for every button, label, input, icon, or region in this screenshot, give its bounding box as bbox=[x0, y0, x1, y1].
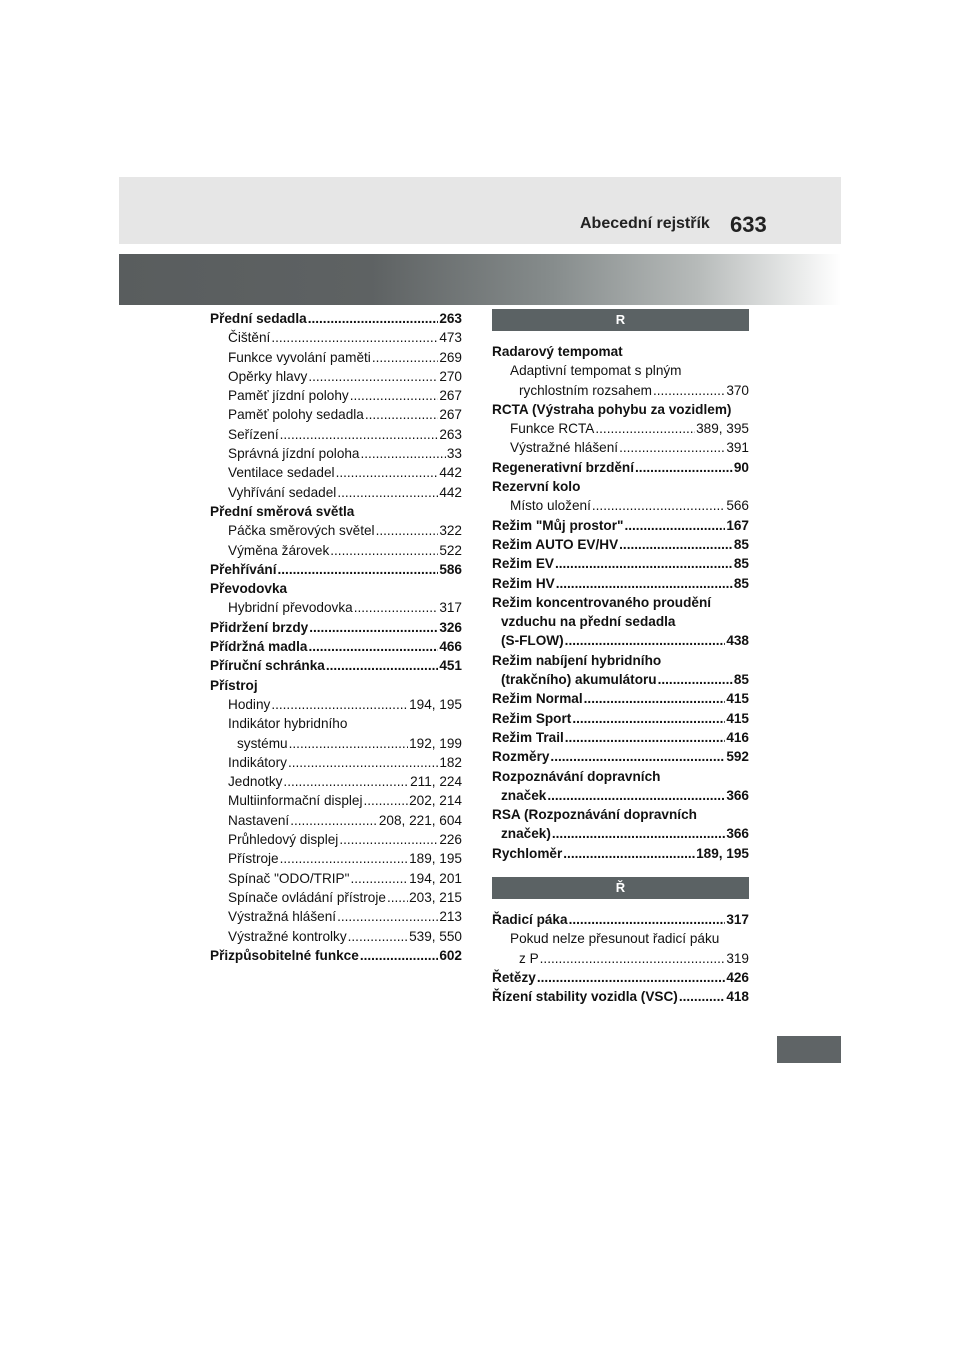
index-term: Přední sedadla bbox=[210, 311, 307, 326]
leader-dots bbox=[563, 844, 695, 863]
page-reference: 391 bbox=[726, 440, 749, 456]
index-term: Řízení stability vozidla (VSC) bbox=[492, 989, 678, 1005]
index-term: RSA (Rozpoznávání dopravních bbox=[492, 807, 697, 823]
index-entry bbox=[210, 888, 462, 907]
leader-dots bbox=[283, 772, 409, 791]
index-entry bbox=[492, 689, 749, 708]
index-term: Opěrky hlavy bbox=[228, 368, 308, 384]
index-entry bbox=[492, 438, 749, 457]
index-term: Nastavení bbox=[228, 812, 290, 828]
leader-dots bbox=[350, 386, 439, 405]
index-entry bbox=[492, 805, 749, 824]
index-entry bbox=[492, 670, 749, 689]
index-term: vzduchu na přední sedadla bbox=[501, 614, 676, 630]
index-term: Režim "Můj prostor" bbox=[492, 517, 624, 533]
index-entry bbox=[210, 734, 462, 753]
page-reference: 322 bbox=[439, 523, 462, 539]
index-term: Místo uložení bbox=[510, 498, 591, 514]
leader-dots bbox=[271, 695, 408, 714]
leader-dots bbox=[635, 458, 733, 477]
page-reference: 85 bbox=[733, 672, 749, 688]
index-term: Režim HV bbox=[492, 575, 555, 591]
page-reference: 442 bbox=[439, 484, 462, 500]
index-column-left bbox=[210, 309, 462, 965]
page-reference: 602 bbox=[439, 947, 462, 963]
section-rr-list bbox=[492, 910, 749, 1006]
leader-dots bbox=[619, 535, 733, 554]
index-term: Výstražná hlášení bbox=[228, 909, 337, 925]
page-reference: 189, 195 bbox=[409, 851, 462, 867]
page-reference: 226 bbox=[439, 832, 462, 848]
index-term: Indikátory bbox=[228, 754, 287, 770]
index-column-right bbox=[492, 309, 749, 1007]
index-entry bbox=[492, 419, 749, 438]
page-reference: 438 bbox=[726, 633, 749, 649]
index-term: Jednotky bbox=[228, 774, 283, 790]
index-term: Řadicí páka bbox=[492, 912, 568, 928]
index-term: systému bbox=[237, 735, 288, 751]
index-entry bbox=[210, 811, 462, 830]
index-entry bbox=[210, 483, 462, 502]
leader-dots bbox=[653, 381, 725, 400]
index-entry bbox=[492, 709, 749, 728]
index-term: Pokud nelze přesunout řadicí páku bbox=[510, 931, 720, 947]
index-term: Funkce vyvolání paměti bbox=[228, 349, 371, 365]
leader-dots bbox=[624, 516, 725, 535]
index-entry bbox=[492, 824, 749, 843]
leader-dots bbox=[658, 670, 733, 689]
page-reference: 90 bbox=[733, 459, 749, 475]
leader-dots bbox=[326, 656, 438, 675]
index-entry bbox=[492, 747, 749, 766]
index-entry bbox=[492, 786, 749, 805]
page-reference: 389, 395 bbox=[696, 421, 749, 437]
index-term: Přehřívání bbox=[210, 561, 277, 577]
page-reference: 592 bbox=[726, 749, 749, 765]
index-entry bbox=[492, 342, 749, 361]
leader-dots bbox=[280, 425, 439, 444]
index-entry bbox=[210, 348, 462, 367]
leader-dots bbox=[336, 463, 439, 482]
page-reference: 208, 221, 604 bbox=[378, 812, 462, 828]
index-term: Hybridní převodovka bbox=[228, 600, 353, 616]
leader-dots bbox=[679, 987, 726, 1006]
leader-dots bbox=[348, 927, 408, 946]
index-entry bbox=[210, 521, 462, 540]
index-entry bbox=[492, 728, 749, 747]
leader-dots bbox=[550, 747, 725, 766]
index-term: Režim Sport bbox=[492, 710, 572, 726]
index-entry bbox=[210, 753, 462, 772]
page-reference: 317 bbox=[439, 600, 462, 616]
index-entry bbox=[210, 560, 462, 579]
index-entry bbox=[492, 535, 749, 554]
index-term: Režim nabíjení hybridního bbox=[492, 652, 662, 668]
leader-dots bbox=[556, 574, 733, 593]
index-entry bbox=[210, 830, 462, 849]
index-entry bbox=[210, 444, 462, 463]
page-reference: 326 bbox=[439, 619, 462, 635]
chapter-tab bbox=[777, 1036, 841, 1063]
index-term: z P bbox=[519, 950, 539, 966]
index-entry bbox=[492, 477, 749, 496]
index-entry bbox=[210, 869, 462, 888]
index-term: (trakčního) akumulátoru bbox=[501, 672, 657, 688]
index-entry bbox=[210, 907, 462, 926]
index-term: Výstražné kontrolky bbox=[228, 928, 347, 944]
leader-dots bbox=[595, 419, 695, 438]
leader-dots bbox=[592, 496, 725, 515]
page-reference: 263 bbox=[439, 311, 462, 326]
leader-dots bbox=[354, 598, 439, 617]
page-reference: 366 bbox=[726, 787, 749, 803]
section-r-list bbox=[492, 342, 749, 863]
leader-dots bbox=[280, 849, 408, 868]
page-reference: 426 bbox=[726, 969, 749, 985]
index-term: Režim koncentrovaného proudění bbox=[492, 594, 712, 610]
page-reference: 213 bbox=[439, 909, 462, 925]
index-term: Rychloměr bbox=[492, 845, 563, 861]
page-title: Abecední rejstřík bbox=[580, 215, 710, 232]
index-term: Funkce RCTA bbox=[510, 421, 595, 437]
index-entry bbox=[492, 381, 749, 400]
index-entry bbox=[492, 929, 749, 948]
index-term: značek bbox=[501, 787, 547, 803]
leader-dots bbox=[339, 830, 438, 849]
index-term: Přístroj bbox=[210, 677, 258, 693]
index-entry bbox=[210, 849, 462, 868]
index-term: Správná jízdní poloha bbox=[228, 446, 360, 462]
page-number: 633 bbox=[730, 212, 767, 237]
page-reference: 182 bbox=[439, 754, 462, 770]
index-entry bbox=[210, 328, 462, 347]
index-entry bbox=[492, 496, 749, 515]
page-reference: 317 bbox=[726, 912, 749, 928]
index-entry bbox=[492, 631, 749, 650]
leader-dots bbox=[330, 541, 438, 560]
page-reference: 442 bbox=[439, 465, 462, 481]
index-entry bbox=[210, 579, 462, 598]
index-entry bbox=[210, 386, 462, 405]
index-term: Páčka směrových světel bbox=[228, 523, 375, 539]
index-entry bbox=[492, 651, 749, 670]
index-entry bbox=[210, 676, 462, 695]
page-reference: 522 bbox=[439, 542, 462, 558]
leader-dots bbox=[584, 689, 726, 708]
page-reference: 192, 199 bbox=[409, 735, 462, 751]
index-entry bbox=[210, 656, 462, 675]
index-term: Indikátor hybridního bbox=[228, 716, 348, 732]
page-reference: 451 bbox=[439, 658, 462, 674]
page-reference: 194, 195 bbox=[409, 696, 462, 712]
index-entry bbox=[210, 541, 462, 560]
index-term: Ventilace sedadel bbox=[228, 465, 335, 481]
page-reference: 270 bbox=[439, 368, 462, 384]
index-entry bbox=[210, 618, 462, 637]
index-term: Čištění bbox=[228, 330, 271, 346]
page-reference: 586 bbox=[439, 561, 462, 577]
page-reference: 539, 550 bbox=[409, 928, 462, 944]
page-reference: 269 bbox=[439, 349, 462, 365]
index-entry bbox=[492, 968, 749, 987]
leader-dots bbox=[540, 949, 726, 968]
leader-dots bbox=[569, 910, 726, 929]
index-entry bbox=[492, 516, 749, 535]
index-entry bbox=[210, 927, 462, 946]
leader-dots bbox=[572, 709, 725, 728]
index-term: rychlostním rozsahem bbox=[519, 382, 652, 398]
leader-dots bbox=[555, 554, 733, 573]
index-term: Příruční schránka bbox=[210, 658, 325, 674]
index-term: Režim AUTO EV/HV bbox=[492, 536, 619, 552]
index-term: Režim EV bbox=[492, 556, 554, 572]
leader-dots bbox=[547, 786, 725, 805]
page-reference: 85 bbox=[733, 536, 749, 552]
leader-dots bbox=[308, 637, 438, 656]
leader-dots bbox=[278, 560, 439, 579]
index-term: Rozpoznávání dopravních bbox=[492, 768, 661, 784]
index-entry bbox=[210, 772, 462, 791]
page-reference: 194, 201 bbox=[409, 870, 462, 886]
index-entry bbox=[210, 695, 462, 714]
page-reference: 415 bbox=[726, 691, 749, 707]
leader-dots bbox=[565, 728, 726, 747]
leader-dots bbox=[289, 734, 408, 753]
index-term: Režim Trail bbox=[492, 729, 564, 745]
index-entry bbox=[492, 910, 749, 929]
index-entry bbox=[492, 593, 749, 612]
page-reference: 473 bbox=[439, 330, 462, 346]
index-term: Hodiny bbox=[228, 696, 271, 712]
index-term: Rezervní kolo bbox=[492, 479, 581, 495]
index-entry bbox=[210, 598, 462, 617]
index-term: Seřízení bbox=[228, 426, 279, 442]
page-reference: 202, 214 bbox=[409, 793, 462, 809]
index-term: Přídržná madla bbox=[210, 639, 308, 655]
page-reference: 319 bbox=[726, 950, 749, 966]
index-term: Přístroje bbox=[228, 851, 279, 867]
leader-dots bbox=[308, 367, 438, 386]
leader-dots bbox=[372, 348, 439, 367]
page-reference: 466 bbox=[439, 639, 462, 655]
index-entry bbox=[210, 405, 462, 424]
page-reference: 418 bbox=[726, 989, 749, 1005]
index-term: Vyhřívání sedadel bbox=[228, 484, 337, 500]
index-term: Rozměry bbox=[492, 749, 550, 765]
leader-dots bbox=[309, 618, 438, 637]
index-entry bbox=[492, 987, 749, 1006]
section-heading-r: R bbox=[492, 309, 749, 331]
leader-dots bbox=[537, 968, 725, 987]
index-entry bbox=[210, 309, 462, 328]
page-reference: 211, 224 bbox=[410, 774, 462, 790]
page-reference: 167 bbox=[726, 517, 749, 533]
index-entry bbox=[492, 767, 749, 786]
page-reference: 189, 195 bbox=[696, 845, 749, 861]
index-entry bbox=[210, 714, 462, 733]
leader-dots bbox=[308, 309, 439, 328]
leader-dots bbox=[350, 869, 408, 888]
leader-dots bbox=[565, 631, 726, 650]
index-term: Režim Normal bbox=[492, 691, 583, 707]
page-reference: 203, 215 bbox=[409, 889, 462, 905]
index-term: Přidržení brzdy bbox=[210, 619, 309, 635]
index-entry bbox=[210, 425, 462, 444]
index-entry bbox=[492, 949, 749, 968]
index-term: Regenerativní brzdění bbox=[492, 459, 635, 475]
index-term: Spínač "ODO/TRIP" bbox=[228, 870, 350, 886]
page-reference: 267 bbox=[439, 388, 462, 404]
index-entry bbox=[492, 612, 749, 631]
index-term: Multiinformační displej bbox=[228, 793, 363, 809]
leader-dots bbox=[361, 444, 446, 463]
leader-dots bbox=[363, 791, 408, 810]
index-term: Spínače ovládání přístroje bbox=[228, 889, 386, 905]
index-entry bbox=[210, 367, 462, 386]
index-term: (S-FLOW) bbox=[501, 633, 564, 649]
index-entry bbox=[492, 554, 749, 573]
leader-dots bbox=[619, 438, 725, 457]
section-heading-rr: Ř bbox=[492, 877, 749, 899]
leader-dots bbox=[376, 521, 439, 540]
index-term: Výměna žárovek bbox=[228, 542, 330, 558]
index-term: Výstražné hlášení bbox=[510, 440, 619, 456]
leader-dots bbox=[288, 753, 438, 772]
leader-dots bbox=[271, 328, 438, 347]
leader-dots bbox=[387, 888, 408, 907]
index-term: Radarový tempomat bbox=[492, 344, 623, 359]
index-term: Adaptivní tempomat s plným bbox=[510, 363, 682, 379]
index-entry bbox=[210, 946, 462, 965]
section-gradient-bar bbox=[119, 254, 841, 305]
index-term: značek) bbox=[501, 826, 551, 842]
page-reference: 370 bbox=[726, 382, 749, 398]
index-entry bbox=[210, 463, 462, 482]
index-term: Paměť jízdní polohy bbox=[228, 388, 349, 404]
leader-dots bbox=[360, 946, 439, 965]
leader-dots bbox=[552, 824, 725, 843]
page-reference: 263 bbox=[439, 426, 462, 442]
leader-dots bbox=[337, 483, 438, 502]
page-reference: 366 bbox=[726, 826, 749, 842]
page-reference: 566 bbox=[726, 498, 749, 514]
index-term: Průhledový displej bbox=[228, 832, 339, 848]
index-term: RCTA (Výstraha pohybu za vozidlem) bbox=[492, 401, 732, 417]
index-entry bbox=[210, 637, 462, 656]
page-reference: 416 bbox=[726, 729, 749, 745]
index-entry bbox=[210, 791, 462, 810]
index-entry bbox=[492, 400, 749, 419]
leader-dots bbox=[290, 811, 378, 830]
index-term: Paměť polohy sedadla bbox=[228, 407, 364, 423]
index-entry bbox=[492, 458, 749, 477]
index-term: Převodovka bbox=[210, 581, 288, 597]
page-reference: 415 bbox=[726, 710, 749, 726]
leader-dots bbox=[365, 405, 438, 424]
page-reference: 85 bbox=[733, 575, 749, 591]
page-reference: 85 bbox=[733, 556, 749, 572]
index-term: Řetězy bbox=[492, 969, 536, 985]
index-term: Přizpůsobitelné funkce bbox=[210, 947, 359, 963]
index-entry bbox=[492, 361, 749, 380]
index-entry bbox=[492, 574, 749, 593]
index-term: Přední směrová světla bbox=[210, 503, 355, 519]
index-entry bbox=[492, 844, 749, 863]
page-reference: 267 bbox=[439, 407, 462, 423]
page-reference: 33 bbox=[446, 446, 462, 462]
leader-dots bbox=[337, 907, 438, 926]
index-entry bbox=[210, 502, 462, 521]
